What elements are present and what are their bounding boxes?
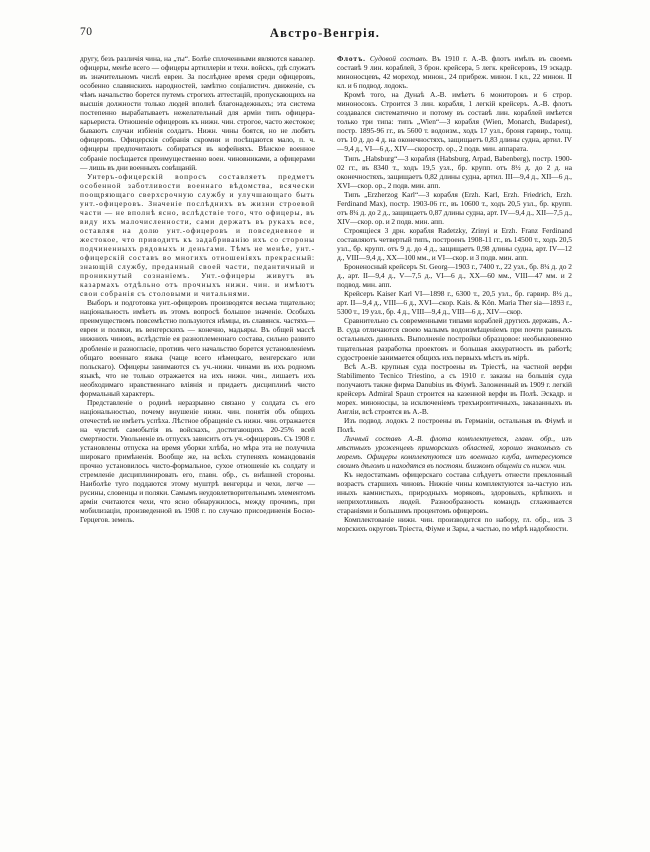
paragraph <box>337 54 572 90</box>
paragraph: Къ недостаткамъ офицерскаго состава слѣдуетъ отнести преклонный возрастъ старшихъ чиновъ. Нижніе чины комплектуются за-частую изъ иныхъ камнистыхъ, природныхъ моряковъ, здоровыхъ, крѣпкихъ и неприхотливыхъ людей. Разнообразность командъ сглаживается стараніями и большимъ процентомъ офицеровъ. <box>337 470 572 516</box>
left-column <box>80 54 315 824</box>
section-heading: Флотъ. <box>337 54 366 63</box>
paragraph: Типъ „Erzherzog Karl“—3 корабля (Erzh. Karl, Erzh. Friedrich, Erzh. Ferdinand Max), постр. 1903-06 гг., въ 10600 т., ходъ 20,5 узл., бр. крупп. отъ 8¼ д. до 2 д., защищаетъ 0,87 длины судна, арт. IV—9,4 д., XII—7,5 д., XIV—скор. ор. и 2 подв. мин. апп. <box>337 189 572 226</box>
paragraph: Строящіеся 3 дрн. корабля Radetzky, Zrinyi и Erzh. Franz Ferdinand составляютъ четвертый типъ, построенъ 1908-11 гг., въ 14500 т., ходъ 20,5 узл., бр. крупп. отъ 9 д. до 4 д., защищаетъ 0,98 длины судна, арт. IV—12 д., VIII—9,4 д., XX—100 мм., и VI—скор. и 3 подв. мин. апп. <box>337 225 572 263</box>
paragraph: Изъ подвод. лодокъ 2 построены въ Германіи, остальныя въ Фіумѣ и Полѣ. <box>337 415 572 434</box>
paragraph: Крейсеръ Kaiser Karl VI—1898 г., 6300 т., 20,5 узл., бр. гарвир. 8½ д., арт. II—9,4 д., VIII—6 д., XVI—скор. Kais. & Kön. Maria Ther sia—1893 г., 5300 т., 19 узл., бр. 4 д., VIII—9,4 д., VIII—6 д., XIV—скор. <box>337 289 572 317</box>
page-number: 70 <box>80 26 93 38</box>
running-title: Австро-Венгрія. <box>269 26 381 40</box>
text-columns <box>80 54 572 824</box>
subsection-heading: Личный составъ А.-В. флота комплектуется, главн. обр., изъ мѣстныхъ уроженцевъ приморскихъ областей, хорошо знакомыхъ съ моремъ. Офицеры комплектуются изъ военнаго клуба, интересуются своимъ дѣломъ и находятся въ постоян. близкомъ общеніи съ нижн. чин. <box>337 433 572 471</box>
section-subheading: Судовой составъ. <box>369 54 428 63</box>
paragraph: Выборъ и подготовка унт.-офицеровъ производятся весьма тщательно; національность имѣетъ въ этомъ вопросѣ большое значеніе. Особыхъ преимуществомъ повсемѣстно пользуются нѣмцы, въ славянск. частяхъ—евреи и поляки, въ венгерскихъ — конечно, мадьяры. Въ общей массѣ нижнихъ чиновъ, вслѣдствіе ея разноплеменнаго состава, сильно развито дробленіе и разногласіе, противъ чего начальство борется установленіемъ общаго военнаго языка (чаще всего нѣмецкаго, венгерскаго или польскаго). Офицеры занимаются съ уч.-нижн. чинами въ ихъ родномъ языкѣ, что не только отражается на ихъ нижн. чин., лишаетъ ихъ необходимаго нравственнаго вліянія и придаетъ дисциплинѣ чисто формальный характеръ. <box>80 298 315 398</box>
paragraph <box>80 172 315 299</box>
paragraph-text: Въ 1910 г. А.-В. флотъ имѣлъ въ своемъ составѣ 9 лин. кораблей, 3 брон. крейсера, 5 легк. крейсеровъ, 19 эскадр. миноносцевъ, 42 мореход. минон., 24 прибреж. минон. I кл., 22 минон. II кл. и 6 подвод. лодокъ. <box>337 54 572 91</box>
paragraph: Кромѣ того, на Дунаѣ А.-В. имѣетъ 6 мониторовъ и 6 строр. миноносокъ. Строится 3 лин. корабля, 1 легкій крейсеръ. А.-В. флотъ создавался систематично и потому въ составѣ лин. кораблей имѣется только три типа: типъ „Wien“—3 корабля (Wien, Monarch, Budapest), постр. 1895-96 гг., въ 5600 т. водоизм., ходъ 17 узл., броня гарвир., толщ. отъ 10 д. до 4 д. на оконечностяхъ, защищаетъ 0,83 длины судна, артил. IV—9,4 д., VI—6 д., XIV—скоростр. ор., 2 подв. мин. аппарата. <box>337 90 572 154</box>
paragraph: Типъ „Habsburg“—3 корабля (Habsburg, Arpad, Babenberg), постр. 1900-02 гг., въ 8340 т., ходъ 19,5 узл., бр. крупп. отъ 8½ д. до 2 д. на оконечностяхъ, защищаетъ 0,82 длины судна, артил. III—9,4 д., XII—6 д., XVI—скор. ор., 2 подв. мин. апп. <box>337 153 572 190</box>
paragraph: Комплектованіе нижн. чин. производится по набору, гл. обр., изъ 3 морскихъ округовъ Тріеста, Фіуме и Зары, а частью, по мѣрѣ надобности. <box>337 515 572 534</box>
paragraph: Сравнительно съ современными типами кораблей другихъ державъ, А.-В. суда отличаются своею малымъ водоизмѣщеніемъ при почти равныхъ остальныхъ данныхъ. Выполненіе постройки образцовое: необыкновенно тщательная разработка проектовъ и большая аккуратность въ работѣ; судостроеніе занимается общихъ ихъ первыхъ мѣстъ въ мірѣ. <box>337 316 572 362</box>
paragraph <box>337 434 572 470</box>
paragraph: другу, безъ различія чина, на „ты“. Болѣе сплоченными являются кавалер. офицеры, менѣе всего — офицеры артиллеріи и техн. войскъ, гдѣ служатъ въ значительномъ числѣ евреи. За послѣднее время среди офицеровъ, особенно славянскихъ народностей, замѣтно соціалистич. движеніе, съ чѣмъ начальство борется путемъ строгихъ аттестацій, пропускающихъ на высшія должности только людей вполнѣ благонадежныхъ; эта система постепенно вырабатываетъ нежелательный для арміи типъ офицера-карьериста. Отношеніе офицеровъ къ нижн. чин. строгое, часто жестокое; бываютъ случаи избіенія солдатъ. Нижн. чины боятся, но не любятъ офицеровъ. Офицерскія собранія скромни и посѣщаются мало, п. ч. офицеры предпочитаютъ собираться въ кофейняхъ. Вѣнское военное собраніе посѣщается преимущественно воен. чиновниками, а офицерами — лишь въ дни военныхъ совѣщаній. <box>80 54 315 172</box>
paragraph-lead-in: Унтеръ-офицерскій вопросъ составляетъ предметъ особенной заботливости военнаго вѣдомства, всячески поощряющаго сверхсрочную службу и улучшающаго быть унт.-офицеровъ. Значеніе послѣднихъ въ жизни строевой части — не вполнѣ ясно, вслѣдствіе того, что офицеры, въ виду ихъ малочисленности, сами держатъ въ рукахъ все, оставляя на долю унт.-офицеровъ и повседневное и жестокое, что приводитъ къ задабриванію ихъ со стороны подчиненныхъ рядовыхъ и деньгами. Тѣмъ не менѣе, унт.-офицерскій составъ во многихъ отношеніяхъ прекрасный: знающій службу, преданный своей части, педантичный и проникнутый сознаніемъ. Унт.-офицеры живутъ въ казармахъ отдѣльно отъ прочныхъ нижн. чин. и имѣютъ свои собранія съ столовыми и читальнями. <box>80 171 315 299</box>
paragraph: Представленіе о родинѣ неразрывно связано у солдата съ его національностью, почему внушеніе нижн. чин. понятія объ общихъ отечествѣ не имѣетъ успѣха. Лѣстное обращеніе съ нижн. чин. отражается на чувствѣ самобытія въ войскахъ, достигающихъ 20-25% всей смертности. Увольненіе въ отпускъ зависитъ отъ уч.-офицеровъ. Съ 1908 г. установлены отпуска на время уборки хлѣба, но мѣра эта не получила широкаго примѣненія. Вообще же, на всѣхъ ступеняхъ командованія прочно установилось чисто-формальное, сухое отношеніе къ солдату и стремленіе дисциплинировать его, главн. обр., съ внѣшней стороны. Наиболѣе туго поддаются этому муштрѣ венгерцы и чехи, легче — русины, словенцы и поляки. Самымъ неудовлетворительнымъ элементомъ арміи считаются чехи, что ясно обнаружилось, между прочимъ, при мобилизаціи, произведенной въ 1908 г. по случаю присоединенія Босно-Герцегов. земель. <box>80 397 315 525</box>
paragraph: Всѣ А.-В. крупныя суда построены въ Тріестѣ, на частной верфи Stabilimento Tecnico Triestino, а съ 1910 г. заказы на большія суда получаютъ также фирма Danubius въ Фіумѣ. Заложенный въ 1909 г. легкій крейсеръ Admiral Spaun строится на казенной верфи въ Полѣ. Эскадр. и морех. миноносцы, за исключеніемъ трехъироитичныхъ, заказанныхъ въ Англіи, всѣ строятся въ А.-В. <box>337 361 572 416</box>
paragraph: Броненосный крейсеръ St. Georg—1903 г., 7400 т., 22 узл., бр. 8¼ д. до 2 д., арт. II—9,4 д., V—7,5 д., VI—6 д., XX—60 мм., VIII—47 мм. и 2 подвод. мин. апп. <box>337 262 572 290</box>
page-header <box>0 26 650 44</box>
right-column <box>337 54 572 824</box>
